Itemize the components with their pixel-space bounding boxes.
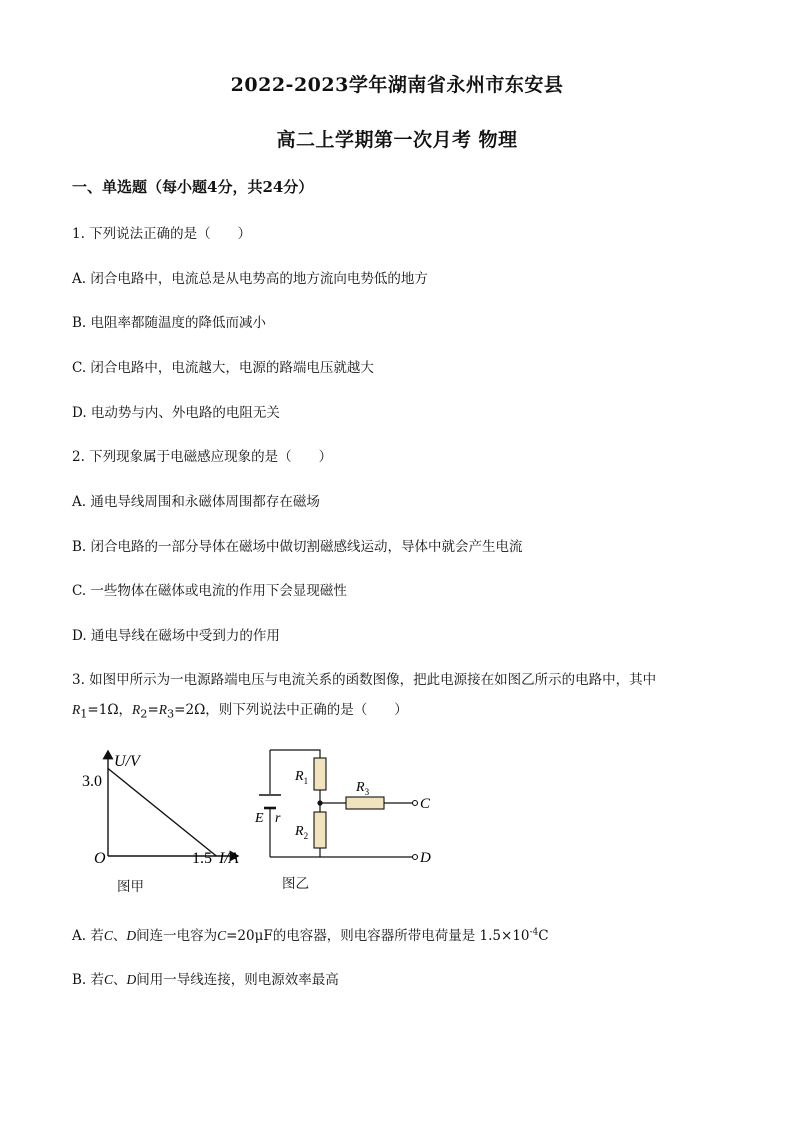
terminal-d bbox=[413, 855, 418, 860]
circuit-wire-top bbox=[270, 750, 320, 758]
q2-option-d: D. 通电导线在磁场中受到力的作用 bbox=[72, 628, 280, 644]
label-d: D bbox=[420, 850, 431, 866]
figure-a-y-intercept-label: 3.0 bbox=[82, 773, 102, 790]
q3-stem-line2 bbox=[72, 698, 408, 721]
figure-a-ui-graph bbox=[78, 745, 258, 870]
q3-option-b-rest: 间用一导线连接，则电源效率最高 bbox=[136, 972, 339, 988]
figure-a-ui-line bbox=[108, 769, 216, 857]
q3-option-a-sep: 、 bbox=[112, 928, 127, 944]
q3-option-a-unit: C bbox=[538, 928, 549, 944]
figure-a-x-intercept-label: 1.5 bbox=[192, 850, 212, 867]
q3-r3-value: =2Ω，则下列说法中正确的是（ ） bbox=[174, 702, 408, 718]
q3-r1-sub: 1 bbox=[80, 707, 88, 721]
q1-stem: 1. 下列说法正确的是（ ） bbox=[72, 226, 252, 242]
q3-option-b-c: C bbox=[104, 972, 114, 987]
q3-option-b-d: D bbox=[126, 972, 137, 987]
q3-r2-sub: 2 bbox=[140, 707, 148, 721]
q3-equals: = bbox=[147, 702, 159, 718]
resistor-r1 bbox=[314, 758, 326, 790]
q3-r3-symbol: R bbox=[158, 702, 167, 717]
q3-option-a-d: D bbox=[126, 928, 137, 943]
q3-option-a-mid: 间连一电容为 bbox=[136, 928, 218, 944]
q3-option-a-value: =20μF的电容器，则电容器所带电荷量是 1.5×10 bbox=[226, 928, 530, 944]
q3-r2-symbol: R bbox=[132, 702, 141, 717]
section-heading: 一、单选题（每小题4分，共24分） bbox=[72, 178, 314, 196]
q3-r3-sub: 3 bbox=[167, 707, 175, 721]
q2-stem: 2. 下列现象属于电磁感应现象的是（ ） bbox=[72, 449, 333, 465]
label-r3: $R_3$ bbox=[356, 780, 370, 797]
figure-b-caption: 图乙 bbox=[282, 876, 309, 892]
figure-a-x-axis-label: I/A bbox=[219, 850, 239, 867]
q2-option-b: B. 闭合电路的一部分导体在磁场中做切割磁感线运动，导体中就会产生电流 bbox=[72, 539, 523, 555]
figure-b-circuit bbox=[250, 740, 450, 870]
q1-option-a: A. 闭合电路中，电流总是从电势高的地方流向电势低的地方 bbox=[72, 271, 428, 287]
q3-option-b-sep: 、 bbox=[113, 972, 127, 988]
q1-option-d: D. 电动势与内、外电路的电阻无关 bbox=[72, 405, 280, 421]
q2-option-c: C. 一些物体在磁体或电流的作用下会显现磁性 bbox=[72, 583, 347, 599]
q3-option-b bbox=[72, 968, 339, 988]
q3-r1-value: =1Ω， bbox=[87, 702, 133, 718]
q3-option-a-c-symbol: C bbox=[217, 928, 227, 943]
junction-dot bbox=[317, 800, 322, 805]
label-e: E bbox=[255, 811, 264, 826]
q1-option-c: C. 闭合电路中，电流越大，电源的路端电压就越大 bbox=[72, 360, 374, 376]
q3-option-a-prefix: A. 若 bbox=[72, 928, 104, 944]
label-r1: $R_1$ bbox=[295, 769, 309, 786]
resistor-r2 bbox=[314, 812, 326, 848]
label-r-internal: r bbox=[275, 811, 281, 826]
q3-stem-line1: 3. 如图甲所示为一电源路端电压与电流关系的函数图像，把此电源接在如图乙所示的电路中，其中 bbox=[72, 672, 657, 688]
q3-option-a-exponent: -4 bbox=[529, 927, 539, 938]
figure-a-y-axis-label: U/V bbox=[114, 753, 140, 770]
q3-option-a bbox=[72, 924, 549, 944]
figure-a-origin-label: O bbox=[94, 850, 106, 867]
figure-a-caption: 图甲 bbox=[117, 879, 144, 895]
q3-r1-symbol: R bbox=[72, 702, 81, 717]
q2-option-a: A. 通电导线周围和永磁体周围都存在磁场 bbox=[72, 494, 320, 510]
resistor-r3 bbox=[346, 797, 384, 809]
label-r3-sub: 3 bbox=[364, 787, 370, 797]
terminal-c bbox=[413, 801, 418, 806]
label-c: C bbox=[420, 796, 431, 812]
q3-option-b-prefix: B. 若 bbox=[72, 972, 105, 988]
q1-option-b: B. 电阻率都随温度的降低而减小 bbox=[72, 315, 267, 331]
label-r2: $R_2$ bbox=[295, 824, 309, 841]
label-r1-sub: 1 bbox=[303, 776, 309, 786]
label-r2-sub: 2 bbox=[303, 831, 309, 841]
page-title-line1: 2022-2023学年湖南省永州市东安县 bbox=[230, 74, 564, 96]
page-title-line2: 高二上学期第一次月考 物理 bbox=[276, 129, 518, 151]
q3-option-a-c: C bbox=[103, 928, 113, 943]
